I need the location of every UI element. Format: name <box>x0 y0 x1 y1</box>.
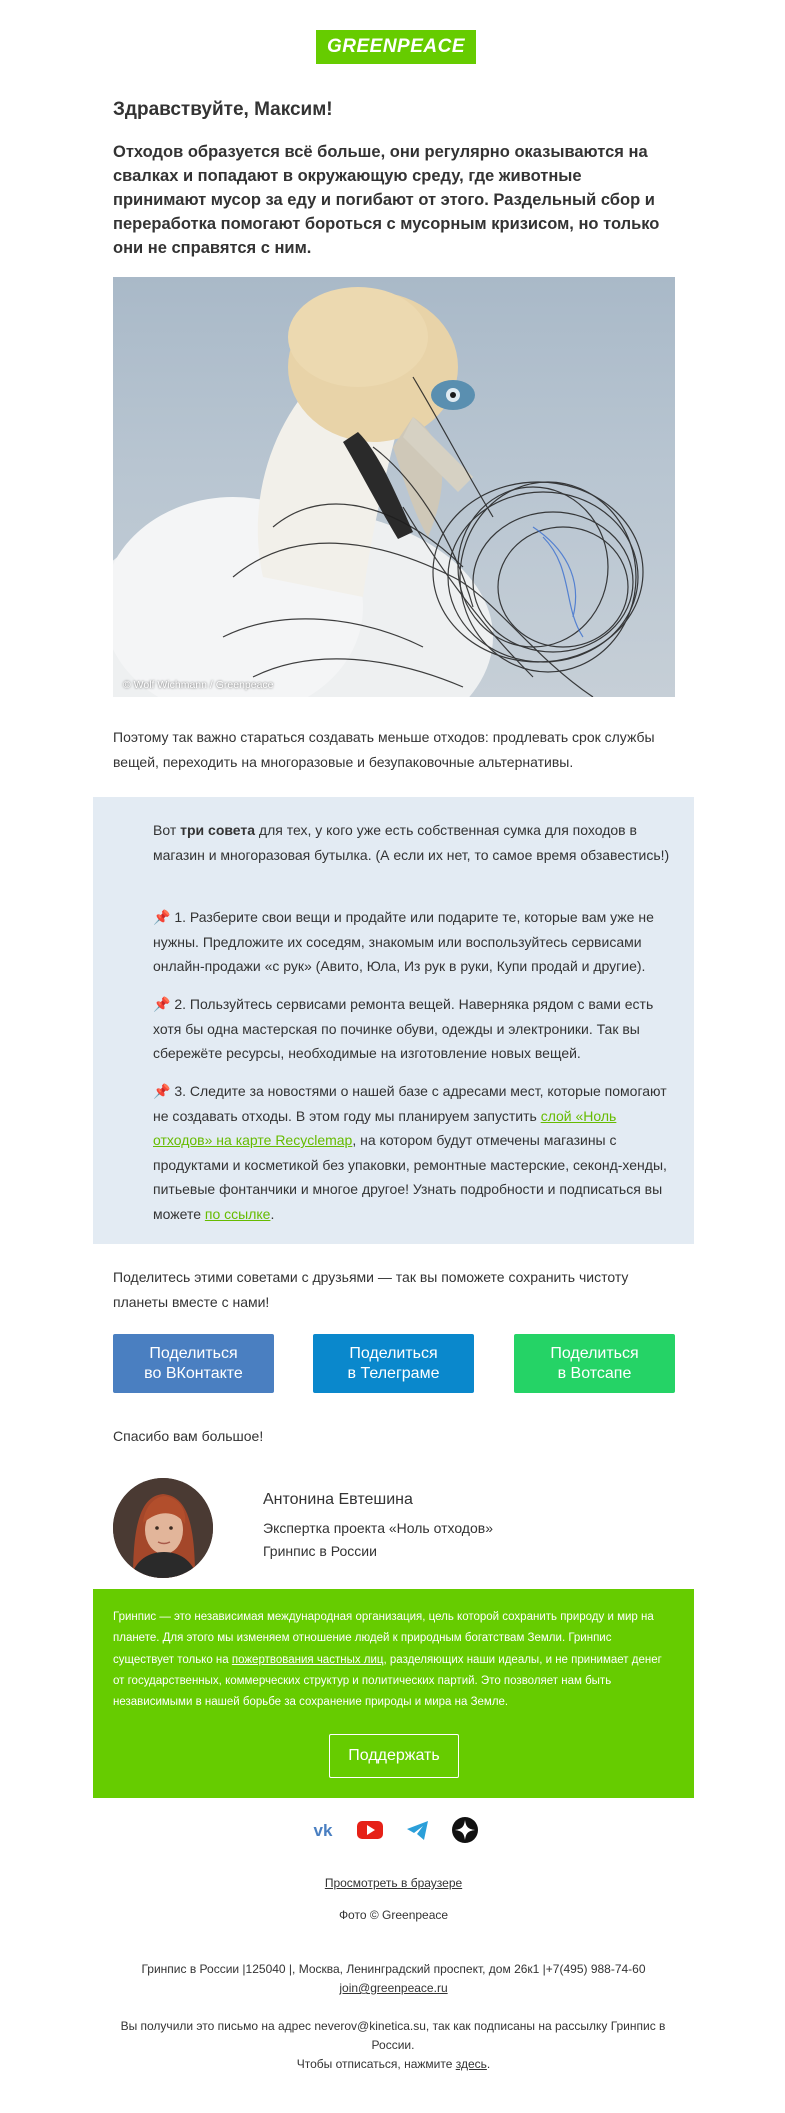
tip-3: 📌 3. Следите за новостями о нашей базе с адресами мест, которые помогают не создавать отходы. В этом году мы планируем запустить слой «Ноль отходов» на карте Recyclemap, на котором будут отмечены магазины с продуктами и косметикой без упаковки, ремонтные мастерские, секонд-хенды, питьевые фонтанчики и многое другое! Узнать подробности и подписаться вы можете по ссылке. <box>153 1083 667 1222</box>
about-text: Гринпис — это независимая международная организация, цель которой сохранить природу и мир на планете. Для этого мы изменяем отношение людей к природным богатствам Земли. Гринпис существует только на пожертвования частных лиц, разделяющих наши идеалы, и не принимает денег от государственных, коммерческих структур и политических партий. Это позволяет нам быть независимыми в нашей борьбе за сохранение природы и мира на Земле. <box>113 1611 662 1709</box>
vk-icon[interactable] <box>309 1816 337 1844</box>
about-section <box>93 1589 694 1798</box>
donations-link[interactable]: пожертвования частных лиц <box>231 1653 384 1666</box>
signature-name: Антонина Евтешина <box>263 1491 413 1508</box>
recyclemap-link[interactable]: слой «Ноль отходов» на карте Recyclemap <box>153 1107 617 1148</box>
telegram-icon[interactable] <box>404 1816 432 1844</box>
pin-icon: 📌 <box>153 909 171 925</box>
share-text: Поделитесь этими советами с друзьями — так вы поможете сохранить чистоту планеты вместе с нами! <box>113 1269 629 1310</box>
signature-role: Экспертка проекта «Ноль отходов» <box>263 1520 493 1536</box>
share-vk-button[interactable]: Поделиться во ВКонтакте <box>113 1334 274 1393</box>
address-text: Гринпис в России |125040 |, Москва, Ленинградский проспект, дом 26к1 |+7(495) 988-74-60 <box>141 1962 646 1976</box>
subscribe-link[interactable]: по ссылке <box>204 1205 271 1222</box>
intro-text: Отходов образуется всё больше, они регулярно оказываются на свалках и попадают в окружающую среду, где животные принимают мусор за еду и погибают от этого. Раздельный сбор и переработка помогают бороться с мусорным кризисом, но только они не справятся с ним. <box>113 143 660 257</box>
pin-icon: 📌 <box>153 996 171 1012</box>
gannet-illustration <box>113 277 675 697</box>
email-link[interactable]: join@greenpeace.ru <box>339 1981 448 1995</box>
tips-box <box>93 797 694 1244</box>
greeting: Здравствуйте, Максим! <box>113 99 333 120</box>
unsubscribe-info: Вы получили это письмо на адрес neverov@kinetica.su, так как подписаны на рассылку Гринпис в России. <box>120 2019 666 2052</box>
view-in-browser-link[interactable]: Просмотреть в браузере <box>324 1876 463 1890</box>
youtube-icon[interactable] <box>356 1816 384 1844</box>
tips-lead-bold: три совета <box>180 822 256 838</box>
thanks-text: Спасибо вам большое! <box>113 1428 264 1444</box>
donate-button[interactable]: Поддержать <box>329 1734 459 1778</box>
share-whatsapp-button[interactable]: Поделиться в Вотсапе <box>514 1334 675 1393</box>
gannet-photo <box>113 277 675 697</box>
avatar-portrait <box>113 1478 213 1578</box>
unsubscribe-link[interactable]: здесь <box>455 2057 487 2071</box>
greenpeace-logo[interactable]: GREENPEACE <box>316 30 476 64</box>
photo-copyright: Фото © Greenpeace <box>338 1908 449 1922</box>
tip-1: 📌 1. Разберите свои вещи и продайте или подарите те, которые вам уже не нужны. Предложите их соседям, знакомым или воспользуйтесь сервисами онлайн-продажи «с рук» (Авито, Юла, Из рук в руки, Купи продай и другие). <box>153 909 654 974</box>
share-telegram-button[interactable]: Поделиться в Телеграме <box>313 1334 474 1393</box>
avatar <box>113 1478 213 1578</box>
photo-credit: © Wolf Wichmann / Greenpeace <box>123 679 274 691</box>
pin-icon: 📌 <box>153 1083 171 1099</box>
tips-lead: Вот три совета для тех, у кого уже есть собственная сумка для походов в магазин и многоразовая бутылка. (А если их нет, то самое время обзавестись!) <box>153 822 670 863</box>
tip-2: 📌 2. Пользуйтесь сервисами ремонта вещей. Наверняка рядом с вами есть хотя бы одна мастерская по починке обуви, одежды и электроники. Так вы сбережёте ресурсы, необходимые на изготовление новых вещей. <box>153 996 654 1061</box>
zen-icon[interactable] <box>451 1816 479 1844</box>
signature-org: Гринпис в России <box>263 1543 377 1559</box>
intro-paragraph: Поэтому так важно стараться создавать меньше отходов: продлевать срок службы вещей, переходить на многоразовые и безупаковочные альтернативы. <box>113 729 655 770</box>
unsubscribe-line: Чтобы отписаться, нажмите здесь. <box>296 2057 491 2071</box>
svg-text:vk: vk <box>313 1821 333 1840</box>
